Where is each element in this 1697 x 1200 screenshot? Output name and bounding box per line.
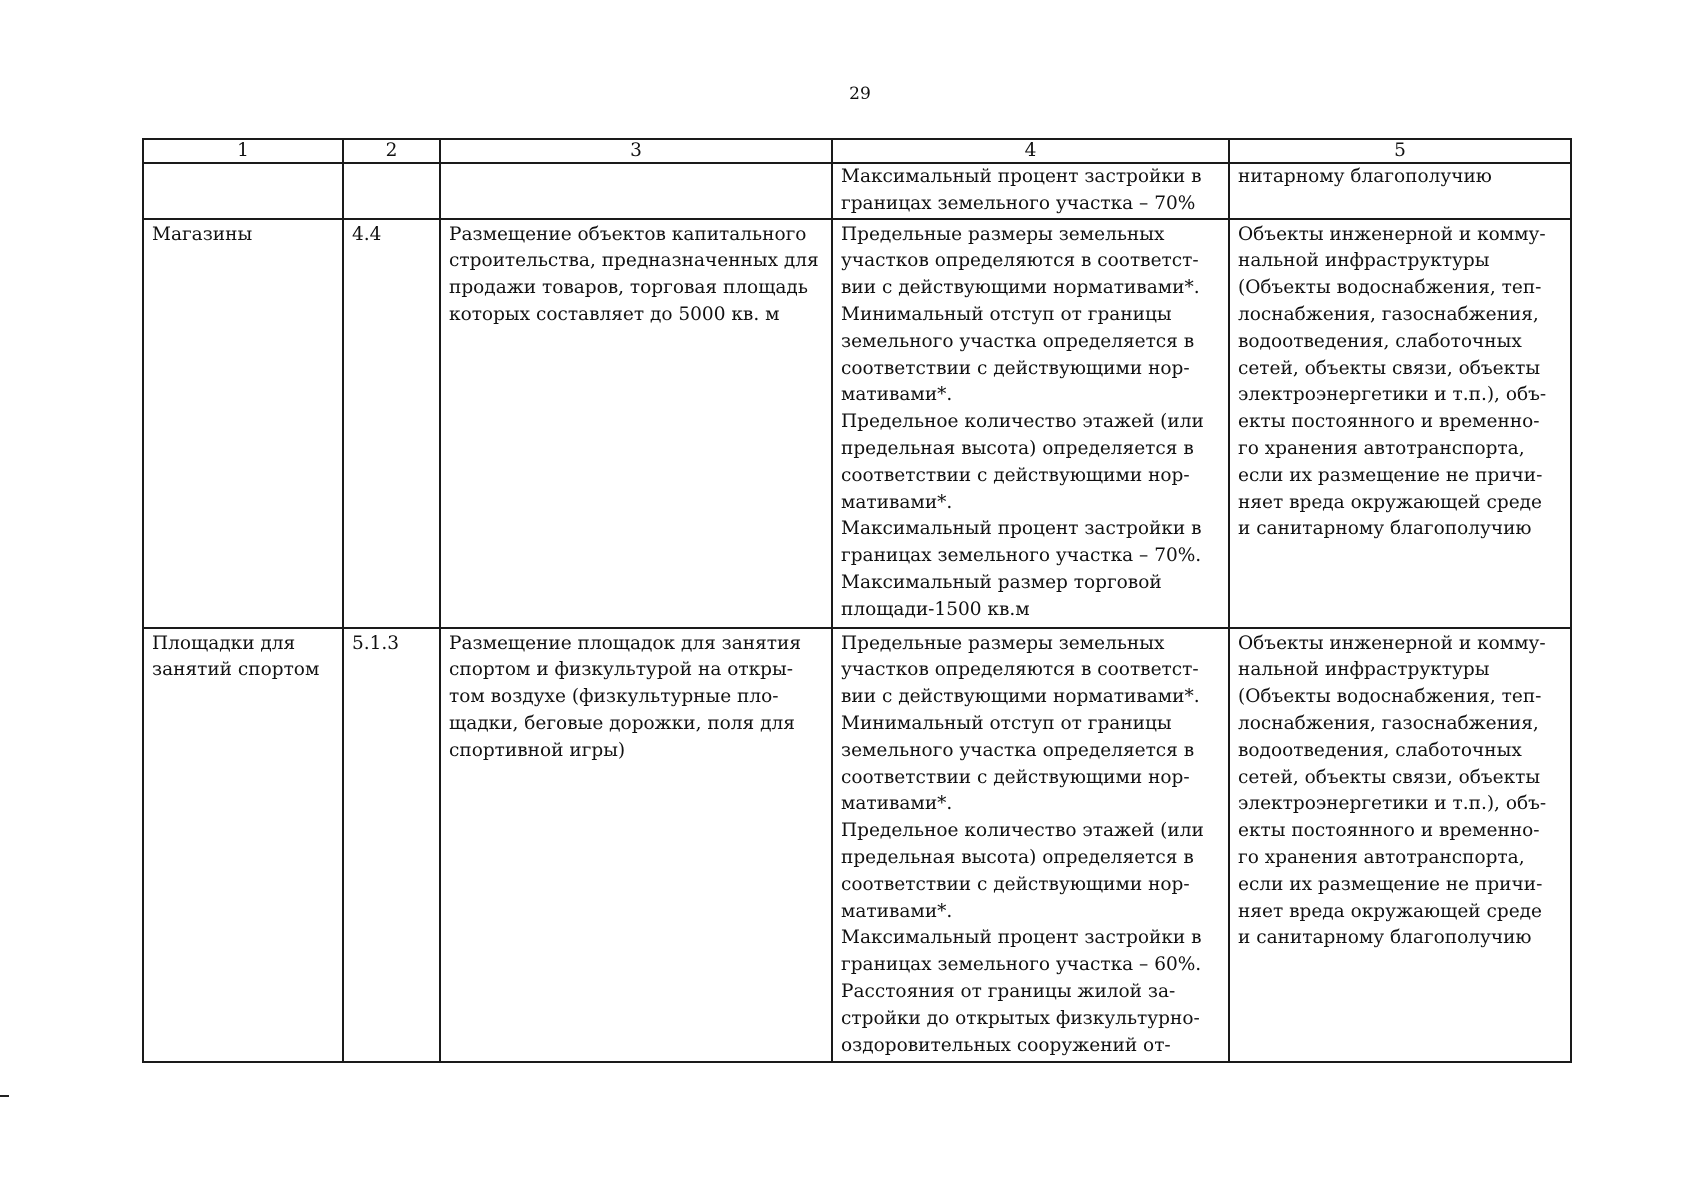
- land-use-table: [142, 138, 1572, 1063]
- column-header-5: 5: [1229, 139, 1571, 163]
- use-code-cell: [343, 163, 440, 219]
- text-line: Размещение объектов капитального: [449, 223, 807, 245]
- text-line: оздоровительных сооружений от-: [841, 1034, 1171, 1056]
- use-parameters-cell: [832, 628, 1229, 1062]
- text-line: щадки, беговые дорожки, поля для: [449, 712, 795, 734]
- use-name-cell: [143, 628, 343, 1062]
- use-parameters-cell: [832, 219, 1229, 628]
- text-line: и санитарному благополучию: [1238, 518, 1532, 540]
- text-line: которых составляет до 5000 кв. м: [449, 303, 780, 325]
- text-line: участков определяются в соответст-: [841, 250, 1199, 272]
- text-line: и санитарному благополучию: [1238, 927, 1532, 949]
- text-line: водоотведения, слаботочных: [1238, 330, 1522, 352]
- text-line: Максимальный процент застройки в: [841, 518, 1202, 540]
- use-name-cell: Магазины: [143, 219, 343, 628]
- text-line: (Объекты водоснабжения, теп-: [1238, 686, 1542, 708]
- text-line: нальной инфраструктуры: [1238, 659, 1490, 681]
- table-row-sport-grounds: [143, 628, 1571, 1062]
- text-line: мативами*.: [841, 900, 953, 922]
- text-line: Минимальный отступ от границы: [841, 712, 1172, 734]
- text-line: границах земельного участка – 70%: [841, 192, 1196, 214]
- text-line: нальной инфраструктуры: [1238, 250, 1490, 272]
- table-row-continuation: [143, 163, 1571, 219]
- text-line: Максимальный процент застройки в: [841, 166, 1202, 187]
- text-line: если их размещение не причи-: [1238, 464, 1543, 486]
- column-header-4: 4: [832, 139, 1229, 163]
- text-line: если их размещение не причи-: [1238, 873, 1543, 895]
- text-line: продажи товаров, торговая площадь: [449, 277, 808, 299]
- table-row-shops: [143, 219, 1571, 628]
- text-line: Размещение площадок для занятия: [449, 632, 802, 654]
- text-line: го хранения автотранспорта,: [1238, 437, 1525, 459]
- text-line: Предельное количество этажей (или: [841, 820, 1204, 842]
- page-number: 29: [849, 84, 871, 104]
- use-code-cell: 4.4: [343, 219, 440, 628]
- text-line: вии с действующими нормативами*.: [841, 686, 1200, 708]
- use-auxiliary-cell: [1229, 628, 1571, 1062]
- use-description-cell: [440, 219, 832, 628]
- text-line: екты постоянного и временно-: [1238, 820, 1540, 842]
- text-line: спортом и физкультурой на откры-: [449, 659, 794, 681]
- text-line: лоснабжения, газоснабжения,: [1238, 712, 1539, 734]
- text-line: земельного участка определяется в: [841, 330, 1195, 352]
- text-line: соответствии с действующими нор-: [841, 357, 1190, 379]
- text-line: сетей, объекты связи, объекты: [1238, 357, 1541, 379]
- text-line: мативами*.: [841, 491, 953, 513]
- text-line: строительства, предназначенных для: [449, 250, 819, 272]
- text-line: Максимальный процент застройки в: [841, 927, 1202, 949]
- use-code-cell: 5.1.3: [343, 628, 440, 1062]
- text-line: Площадки для: [152, 632, 296, 654]
- text-line: Предельные размеры земельных: [841, 223, 1165, 245]
- text-line: Предельные размеры земельных: [841, 632, 1165, 654]
- table-header-row: [143, 139, 1571, 163]
- text-line: сетей, объекты связи, объекты: [1238, 766, 1541, 788]
- text-line: водоотведения, слаботочных: [1238, 739, 1522, 761]
- text-line: Объекты инженерной и комму-: [1238, 223, 1546, 245]
- text-line: земельного участка определяется в: [841, 739, 1195, 761]
- text-line: нитарному благополучию: [1238, 166, 1492, 187]
- margin-mark: [0, 1095, 9, 1097]
- text-line: электроэнергетики и т.п.), объ-: [1238, 793, 1547, 815]
- text-line: Расстояния от границы жилой за-: [841, 980, 1176, 1002]
- column-header-2: 2: [343, 139, 440, 163]
- text-line: соответствии с действующими нор-: [841, 873, 1190, 895]
- text-line: екты постоянного и временно-: [1238, 411, 1540, 433]
- use-name-cell: [143, 163, 343, 219]
- text-line: няет вреда окружающей среде: [1238, 900, 1543, 922]
- text-line: Предельное количество этажей (или: [841, 411, 1204, 433]
- text-line: соответствии с действующими нор-: [841, 766, 1190, 788]
- text-line: спортивной игры): [449, 739, 626, 761]
- text-line: го хранения автотранспорта,: [1238, 846, 1525, 868]
- text-line: предельная высота) определяется в: [841, 846, 1194, 868]
- text-line: Минимальный отступ от границы: [841, 303, 1172, 325]
- text-line: стройки до открытых физкультурно-: [841, 1007, 1200, 1029]
- text-line: границах земельного участка – 60%.: [841, 954, 1202, 976]
- use-description-cell: [440, 163, 832, 219]
- text-line: няет вреда окружающей среде: [1238, 491, 1543, 513]
- text-line: мативами*.: [841, 793, 953, 815]
- column-header-3: 3: [440, 139, 832, 163]
- text-line: границах земельного участка – 70%.: [841, 545, 1202, 567]
- text-line: электроэнергетики и т.п.), объ-: [1238, 384, 1547, 406]
- use-parameters-cell: [832, 163, 1229, 219]
- text-line: лоснабжения, газоснабжения,: [1238, 303, 1539, 325]
- text-line: мативами*.: [841, 384, 953, 406]
- text-line: вии с действующими нормативами*.: [841, 277, 1200, 299]
- text-line: Максимальный размер торговой: [841, 571, 1162, 593]
- text-line: предельная высота) определяется в: [841, 437, 1194, 459]
- text-line: Объекты инженерной и комму-: [1238, 632, 1546, 654]
- use-description-cell: [440, 628, 832, 1062]
- use-auxiliary-cell: [1229, 163, 1571, 219]
- text-line: площади-1500 кв.м: [841, 598, 1030, 620]
- text-line: занятий спортом: [152, 659, 320, 681]
- text-line: (Объекты водоснабжения, теп-: [1238, 277, 1542, 299]
- text-line: соответствии с действующими нор-: [841, 464, 1190, 486]
- use-auxiliary-cell: [1229, 219, 1571, 628]
- text-line: участков определяются в соответст-: [841, 659, 1199, 681]
- column-header-1: 1: [143, 139, 343, 163]
- text-line: том воздухе (физкультурные пло-: [449, 686, 779, 708]
